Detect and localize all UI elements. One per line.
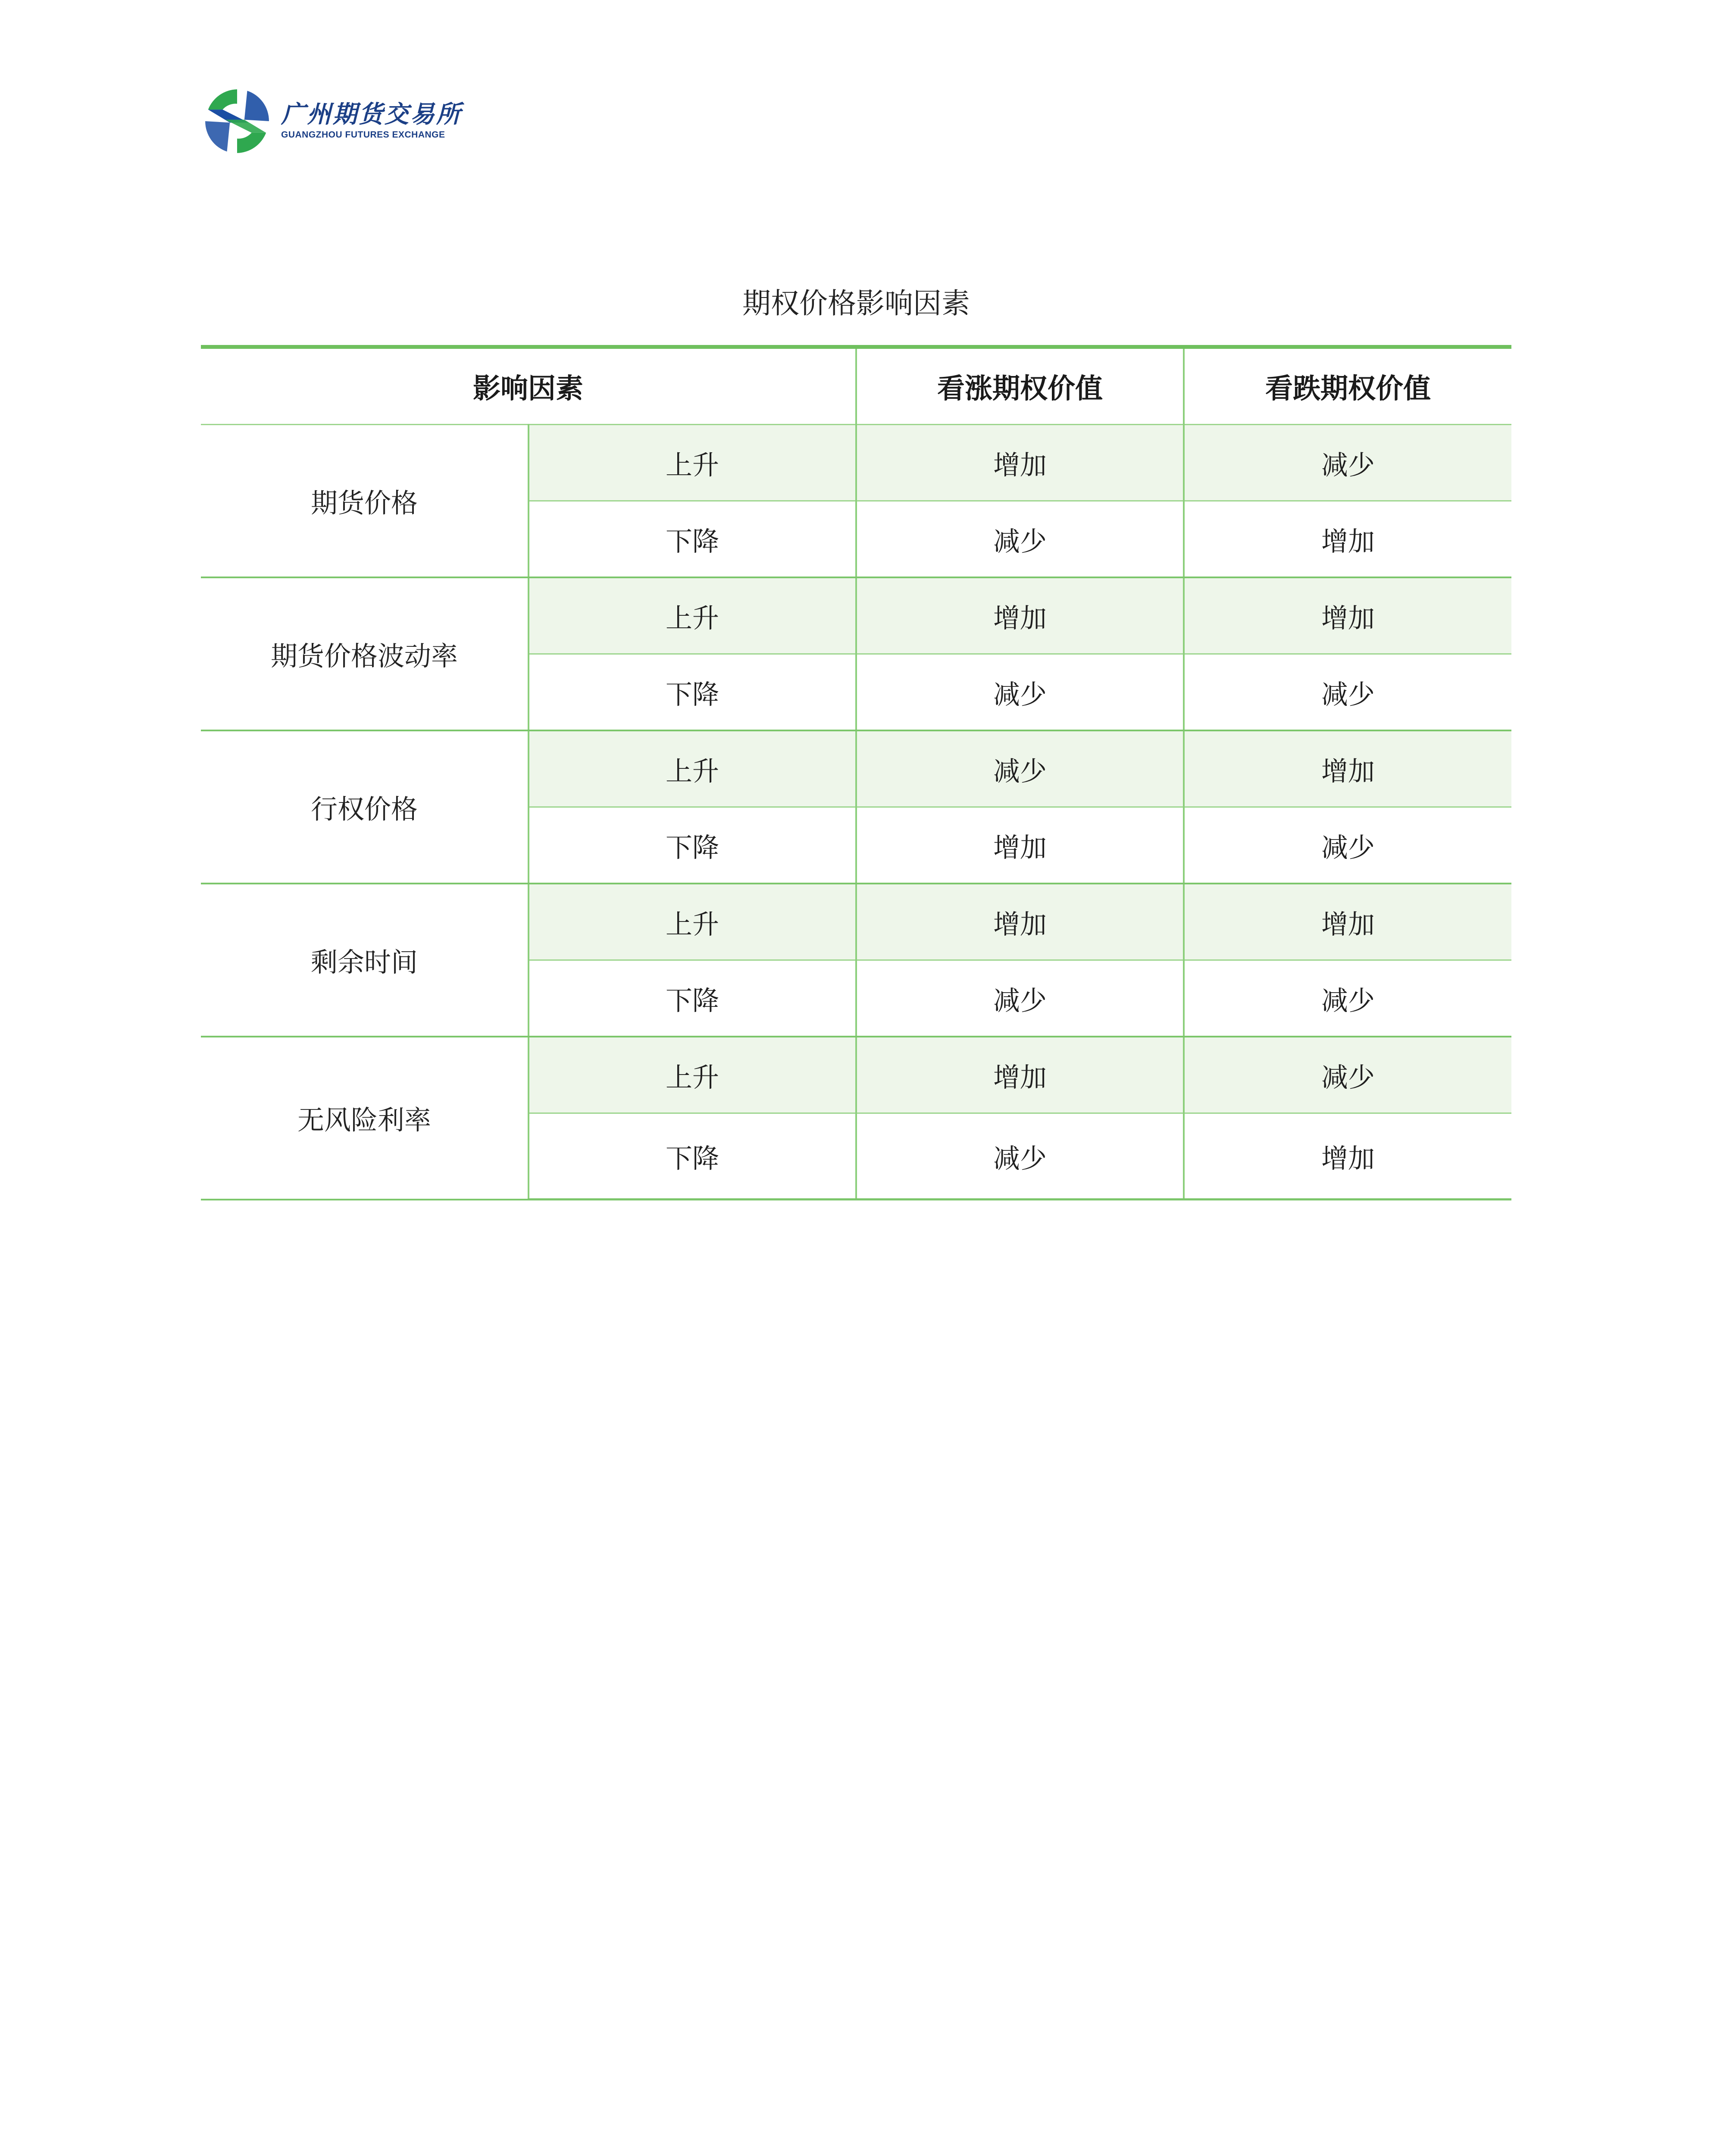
call-value-cell: 减少	[856, 1113, 1184, 1200]
change-cell: 下降	[529, 654, 856, 731]
change-cell: 下降	[529, 501, 856, 578]
put-value-cell: 减少	[1184, 425, 1511, 501]
call-value-cell: 减少	[856, 960, 1184, 1037]
put-value-cell: 减少	[1184, 807, 1511, 884]
table-row	[201, 730, 1511, 807]
factor-cell: 无风险利率	[201, 1037, 529, 1200]
header-put-value: 看跌期权价值	[1184, 347, 1511, 425]
call-value-cell: 增加	[856, 1037, 1184, 1113]
put-value-cell: 增加	[1184, 1113, 1511, 1200]
table-header-row	[201, 347, 1511, 425]
change-cell: 上升	[529, 730, 856, 807]
change-cell: 下降	[529, 1113, 856, 1200]
logo-name-cn: 广州期货交易所	[281, 100, 462, 128]
change-cell: 上升	[529, 577, 856, 654]
table-row	[201, 425, 1511, 501]
factor-cell: 剩余时间	[201, 884, 529, 1037]
put-value-cell: 减少	[1184, 960, 1511, 1037]
call-value-cell: 增加	[856, 577, 1184, 654]
exchange-logo-icon	[201, 85, 273, 157]
table-row	[201, 884, 1511, 960]
put-value-cell: 增加	[1184, 884, 1511, 960]
call-value-cell: 增加	[856, 807, 1184, 884]
table-row	[201, 577, 1511, 654]
table-title: 期权价格影响因素	[742, 287, 970, 320]
factor-cell: 期货价格波动率	[201, 577, 529, 730]
put-value-cell: 增加	[1184, 501, 1511, 578]
put-value-cell: 减少	[1184, 654, 1511, 731]
change-cell: 上升	[529, 425, 856, 501]
factor-cell: 行权价格	[201, 730, 529, 884]
call-value-cell: 减少	[856, 730, 1184, 807]
logo-name-en: GUANGZHOU FUTURES EXCHANGE	[281, 130, 445, 140]
option-price-factors-table	[201, 345, 1511, 1200]
call-value-cell: 增加	[856, 425, 1184, 501]
exchange-logo	[201, 85, 462, 158]
change-cell: 下降	[529, 960, 856, 1037]
put-value-cell: 增加	[1184, 730, 1511, 807]
put-value-cell: 减少	[1184, 1037, 1511, 1113]
call-value-cell: 减少	[856, 501, 1184, 578]
header-call-value: 看涨期权价值	[856, 347, 1184, 425]
change-cell: 上升	[529, 1037, 856, 1113]
factor-cell: 期货价格	[201, 425, 529, 578]
table-row	[201, 1037, 1511, 1113]
call-value-cell: 增加	[856, 884, 1184, 960]
call-value-cell: 减少	[856, 654, 1184, 731]
put-value-cell: 增加	[1184, 577, 1511, 654]
change-cell: 下降	[529, 807, 856, 884]
change-cell: 上升	[529, 884, 856, 960]
header-factor: 影响因素	[201, 347, 856, 425]
